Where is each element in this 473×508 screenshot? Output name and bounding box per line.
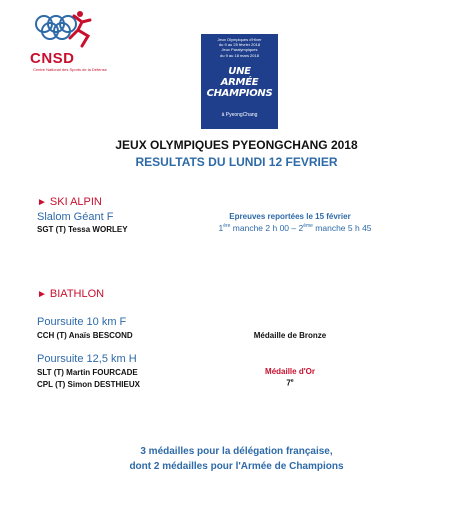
result-seventh: 7e — [286, 378, 294, 388]
logo-wordmark: CNSD — [30, 50, 75, 67]
champions-poster — [201, 34, 278, 129]
athlete-worley: SGT (T) Tessa WORLEY — [37, 225, 128, 234]
athlete-fourcade: SLT (T) Martin FOURCADE — [37, 368, 138, 377]
page-title: JEUX OLYMPIQUES PYEONGCHANG 2018 — [115, 138, 358, 152]
athlete-bescond: CCH (T) Anaïs BESCOND — [37, 331, 133, 340]
footer-line-1: 3 médailles pour la délégation française, — [140, 446, 333, 457]
arrow-marker-icon: ► — [37, 197, 47, 208]
olympic-runner-icon — [30, 10, 100, 52]
result-gold: Médaille d'Or — [265, 367, 315, 376]
event-poursuite-12-5km: Poursuite 12,5 km H — [37, 353, 137, 365]
section-biathlon: ► BIATHLON — [37, 288, 105, 300]
poster-subline: à PyeongChang — [221, 112, 258, 118]
arrow-marker-icon: ► — [37, 289, 47, 300]
section-ski-alpin: ► SKI ALPIN — [37, 196, 102, 208]
logo-subtitle: Centre National des Sports de la Défense — [33, 67, 107, 72]
footer-line-2: dont 2 médailles pour l'Armée de Champions — [129, 461, 344, 472]
athlete-desthieux: CPL (T) Simon DESTHIEUX — [37, 380, 140, 389]
schedule-runs: 1ère manche 2 h 00 – 2ème manche 5 h 45 — [218, 223, 372, 233]
result-bronze: Médaille de Bronze — [253, 331, 327, 340]
event-poursuite-10km: Poursuite 10 km F — [37, 316, 127, 328]
poster-dates: Jeux Olympiques d'Hiver du 9 au 25 février 2018 Jeux Paralympiques du 9 au 18 mars 2018 — [217, 37, 262, 58]
postponed-note: Epreuves reportées le 15 février — [229, 212, 351, 221]
poster-headline: UNE ARMÉE CHAMPIONS — [206, 66, 273, 99]
event-slalom-geant: Slalom Géant F — [37, 211, 114, 223]
page-subtitle: RESULTATS DU LUNDI 12 FEVRIER — [135, 155, 338, 169]
